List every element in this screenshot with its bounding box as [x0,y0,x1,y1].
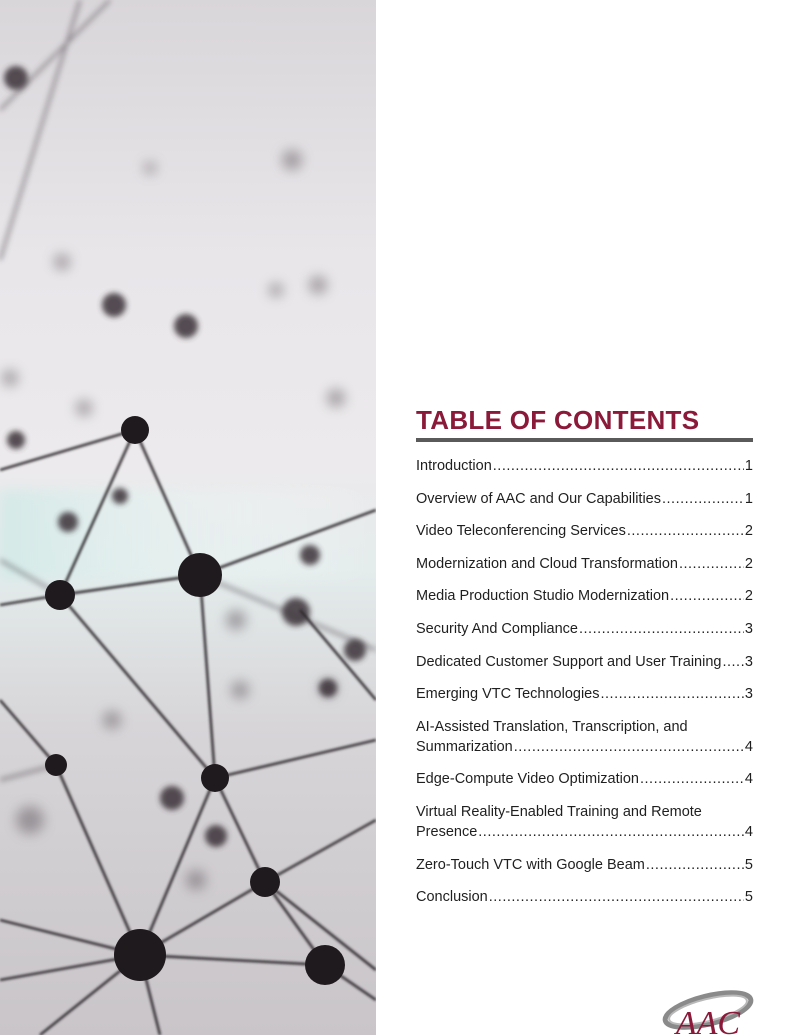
toc-entry-edge-compute[interactable] [416,769,753,789]
toc-page-number: 4 [744,823,753,840]
toc-page-number: 3 [744,653,753,670]
toc-entry-text: Zero-Touch VTC with Google Beam [416,856,645,873]
dot-leader [646,855,744,875]
network-nodes-image [0,0,376,1035]
dot-leader [679,554,744,574]
toc-entry-text: Edge-Compute Video Optimization [416,771,639,788]
toc-page-number: 4 [744,771,753,788]
toc-entry-text: Video Teleconferencing Services [416,523,626,540]
toc-entry-introduction[interactable] [416,456,753,476]
toc-entry-text: Conclusion [416,889,488,906]
aac-logo-mark [658,980,758,1035]
toc-entry-text: Summarization [416,738,513,755]
toc-entry-conclusion[interactable] [416,887,753,907]
dot-leader [514,737,744,757]
toc-page-number: 1 [744,490,753,507]
toc-page-number: 2 [744,523,753,540]
dot-leader [627,521,744,541]
dot-leader [640,769,744,789]
toc-entry-support[interactable] [416,652,753,672]
dot-leader [493,456,744,476]
dot-leader [489,887,744,907]
toc-page-number: 1 [744,458,753,474]
dot-leader [601,684,744,704]
aac-logo-text: AAC [675,1005,741,1035]
table-of-contents [416,404,753,920]
toc-entry-media-production[interactable] [416,586,753,606]
toc-title: TABLE OF CONTENTS [416,405,700,435]
toc-entry-security[interactable] [416,619,753,639]
toc-page-number: 2 [744,588,753,605]
toc-entry-text-line1: AI-Assisted Translation, Transcription, and [416,718,688,735]
toc-page-number: 5 [744,889,753,906]
toc-entry-text: Modernization and Cloud Transformation [416,555,678,572]
toc-page-number: 4 [744,738,753,755]
dot-leader [722,652,743,672]
network-graphic [0,0,376,1035]
title-divider [416,438,753,442]
toc-entry-emerging-vtc[interactable] [416,684,753,704]
toc-entry-text: Security And Compliance [416,620,578,637]
toc-entry-vtc-services[interactable] [416,521,753,541]
toc-page-number: 3 [744,620,753,637]
toc-entry-text-line1: Virtual Reality-Enabled Training and Remote [416,803,702,820]
toc-page-number: 2 [744,555,753,572]
toc-page-number: 5 [744,856,753,873]
dot-leader [478,822,744,842]
toc-entry-ai-translation[interactable] [416,717,753,757]
toc-list [416,456,753,907]
toc-entry-text: Dedicated Customer Support and User Training [416,653,722,670]
dot-leader [579,619,744,639]
dot-leader [662,489,744,509]
toc-entry-vr-training[interactable] [416,802,753,842]
toc-entry-modernization[interactable] [416,554,753,574]
toc-entry-text: Media Production Studio Modernization [416,588,670,605]
toc-entry-text: Presence [416,823,478,840]
toc-entry-text: Emerging VTC Technologies [416,686,600,703]
toc-entry-google-beam[interactable] [416,855,753,875]
toc-entry-overview[interactable] [416,489,753,509]
dot-leader [670,586,744,606]
aac-logo [658,980,758,1035]
toc-entry-text: Introduction [416,458,492,474]
toc-entry-text: Overview of AAC and Our Capabilities [416,490,661,507]
toc-page-number: 3 [744,686,753,703]
